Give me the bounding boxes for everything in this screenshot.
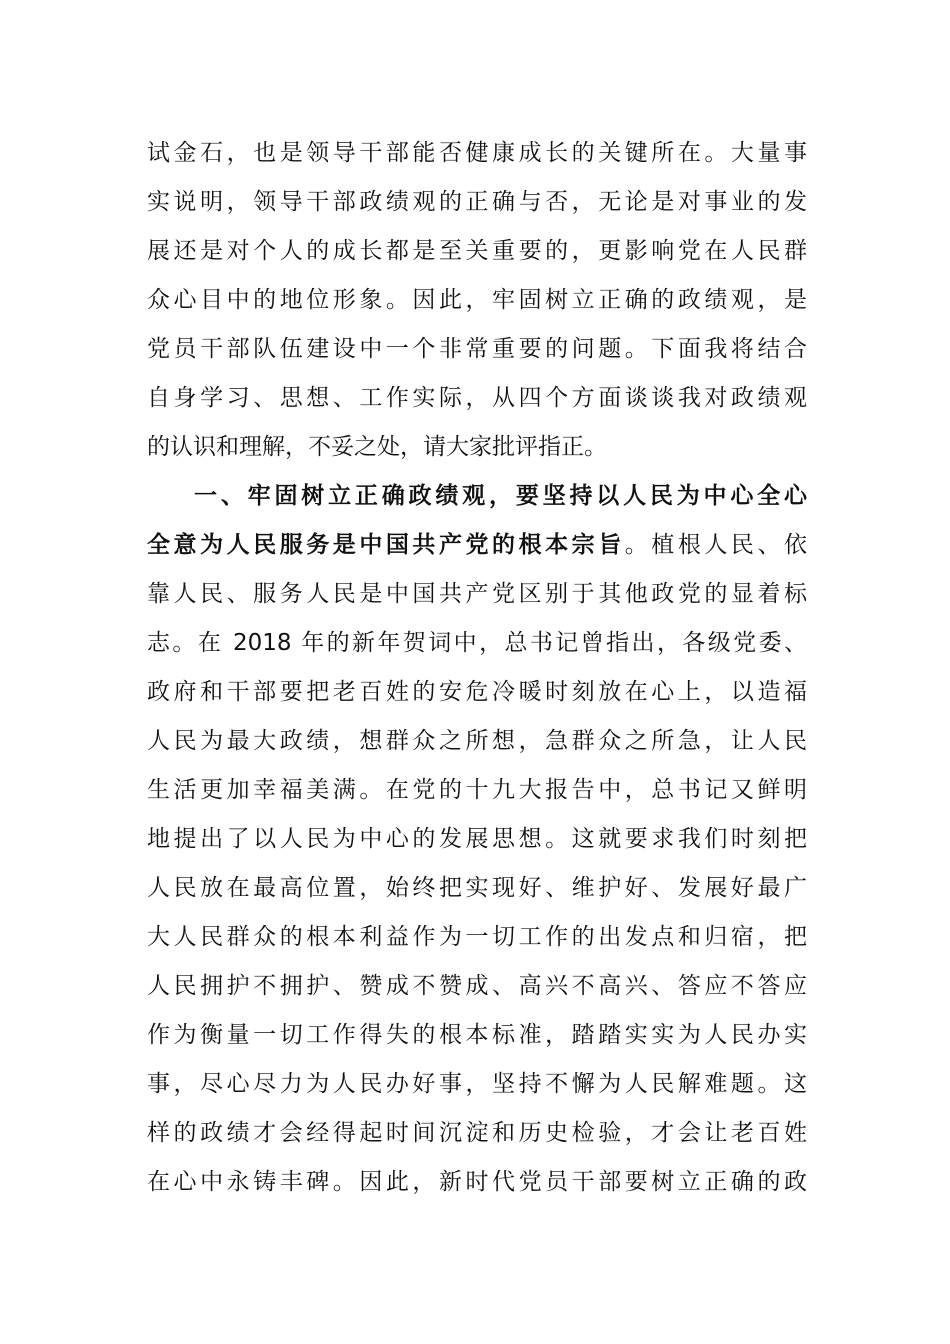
text-line: 试金石，也是领导干部能否健康成长的关键所在。大量事 <box>147 140 807 166</box>
text-line: 的认识和理解，不妥之处，请大家批评指正。 <box>147 434 607 460</box>
text-line: 实说明，领导干部政绩观的正确与否，无论是对事业的发 <box>147 189 807 215</box>
text-line: 自身学习、思想、工作实际，从四个方面谈谈我对政绩观 <box>147 385 807 411</box>
text-line: 党员干部队伍建设中一个非常重要的问题。下面我将结合 <box>147 336 807 362</box>
text-line: 展还是对个人的成长都是至关重要的，更影响党在人民群 <box>147 238 807 264</box>
text-line: 样的政绩才会经得起时间沉淀和历史检验，才会让老百姓 <box>147 1120 807 1146</box>
text-line: 地提出了以人民为中心的发展思想。这就要求我们时刻把 <box>147 826 807 852</box>
text-line: 志。在 2018 年的新年贺词中，总书记曾指出，各级党委、 <box>147 630 807 656</box>
section-heading-bold-part: 全意为人民服务是中国共产党的根本宗旨 <box>147 532 625 558</box>
section-heading-line: 一、牢固树立正确政绩观，要坚持以人民为中心全心 <box>194 483 807 509</box>
text-line: 众心目中的地位形象。因此，牢固树立正确的政绩观，是 <box>147 287 807 313</box>
text-line: 人民为最大政绩，想群众之所想，急群众之所急，让人民 <box>147 728 807 754</box>
document-body <box>147 129 807 1207</box>
section-heading-line-2 <box>147 521 807 570</box>
text-line: 作为衡量一切工作得失的根本标准，踏踏实实为人民办实 <box>147 1022 807 1048</box>
text-line: 在心中永铸丰碑。因此，新时代党员干部要树立正确的政 <box>147 1169 807 1195</box>
section-heading-rest: 。植根人民、依 <box>624 532 808 558</box>
text-line: 生活更加幸福美满。在党的十九大报告中，总书记又鲜明 <box>147 777 807 803</box>
text-line: 人民拥护不拥护、赞成不赞成、高兴不高兴、答应不答应 <box>147 973 807 999</box>
text-line: 靠人民、服务人民是中国共产党区别于其他政党的显着标 <box>147 581 807 607</box>
text-line: 大人民群众的根本利益作为一切工作的出发点和归宿，把 <box>147 924 807 950</box>
text-line: 人民放在最高位置，始终把实现好、维护好、发展好最广 <box>147 875 807 901</box>
text-line: 事，尽心尽力为人民办好事，坚持不懈为人民解难题。这 <box>147 1071 807 1097</box>
text-line: 政府和干部要把老百姓的安危冷暖时刻放在心上，以造福 <box>147 679 807 705</box>
